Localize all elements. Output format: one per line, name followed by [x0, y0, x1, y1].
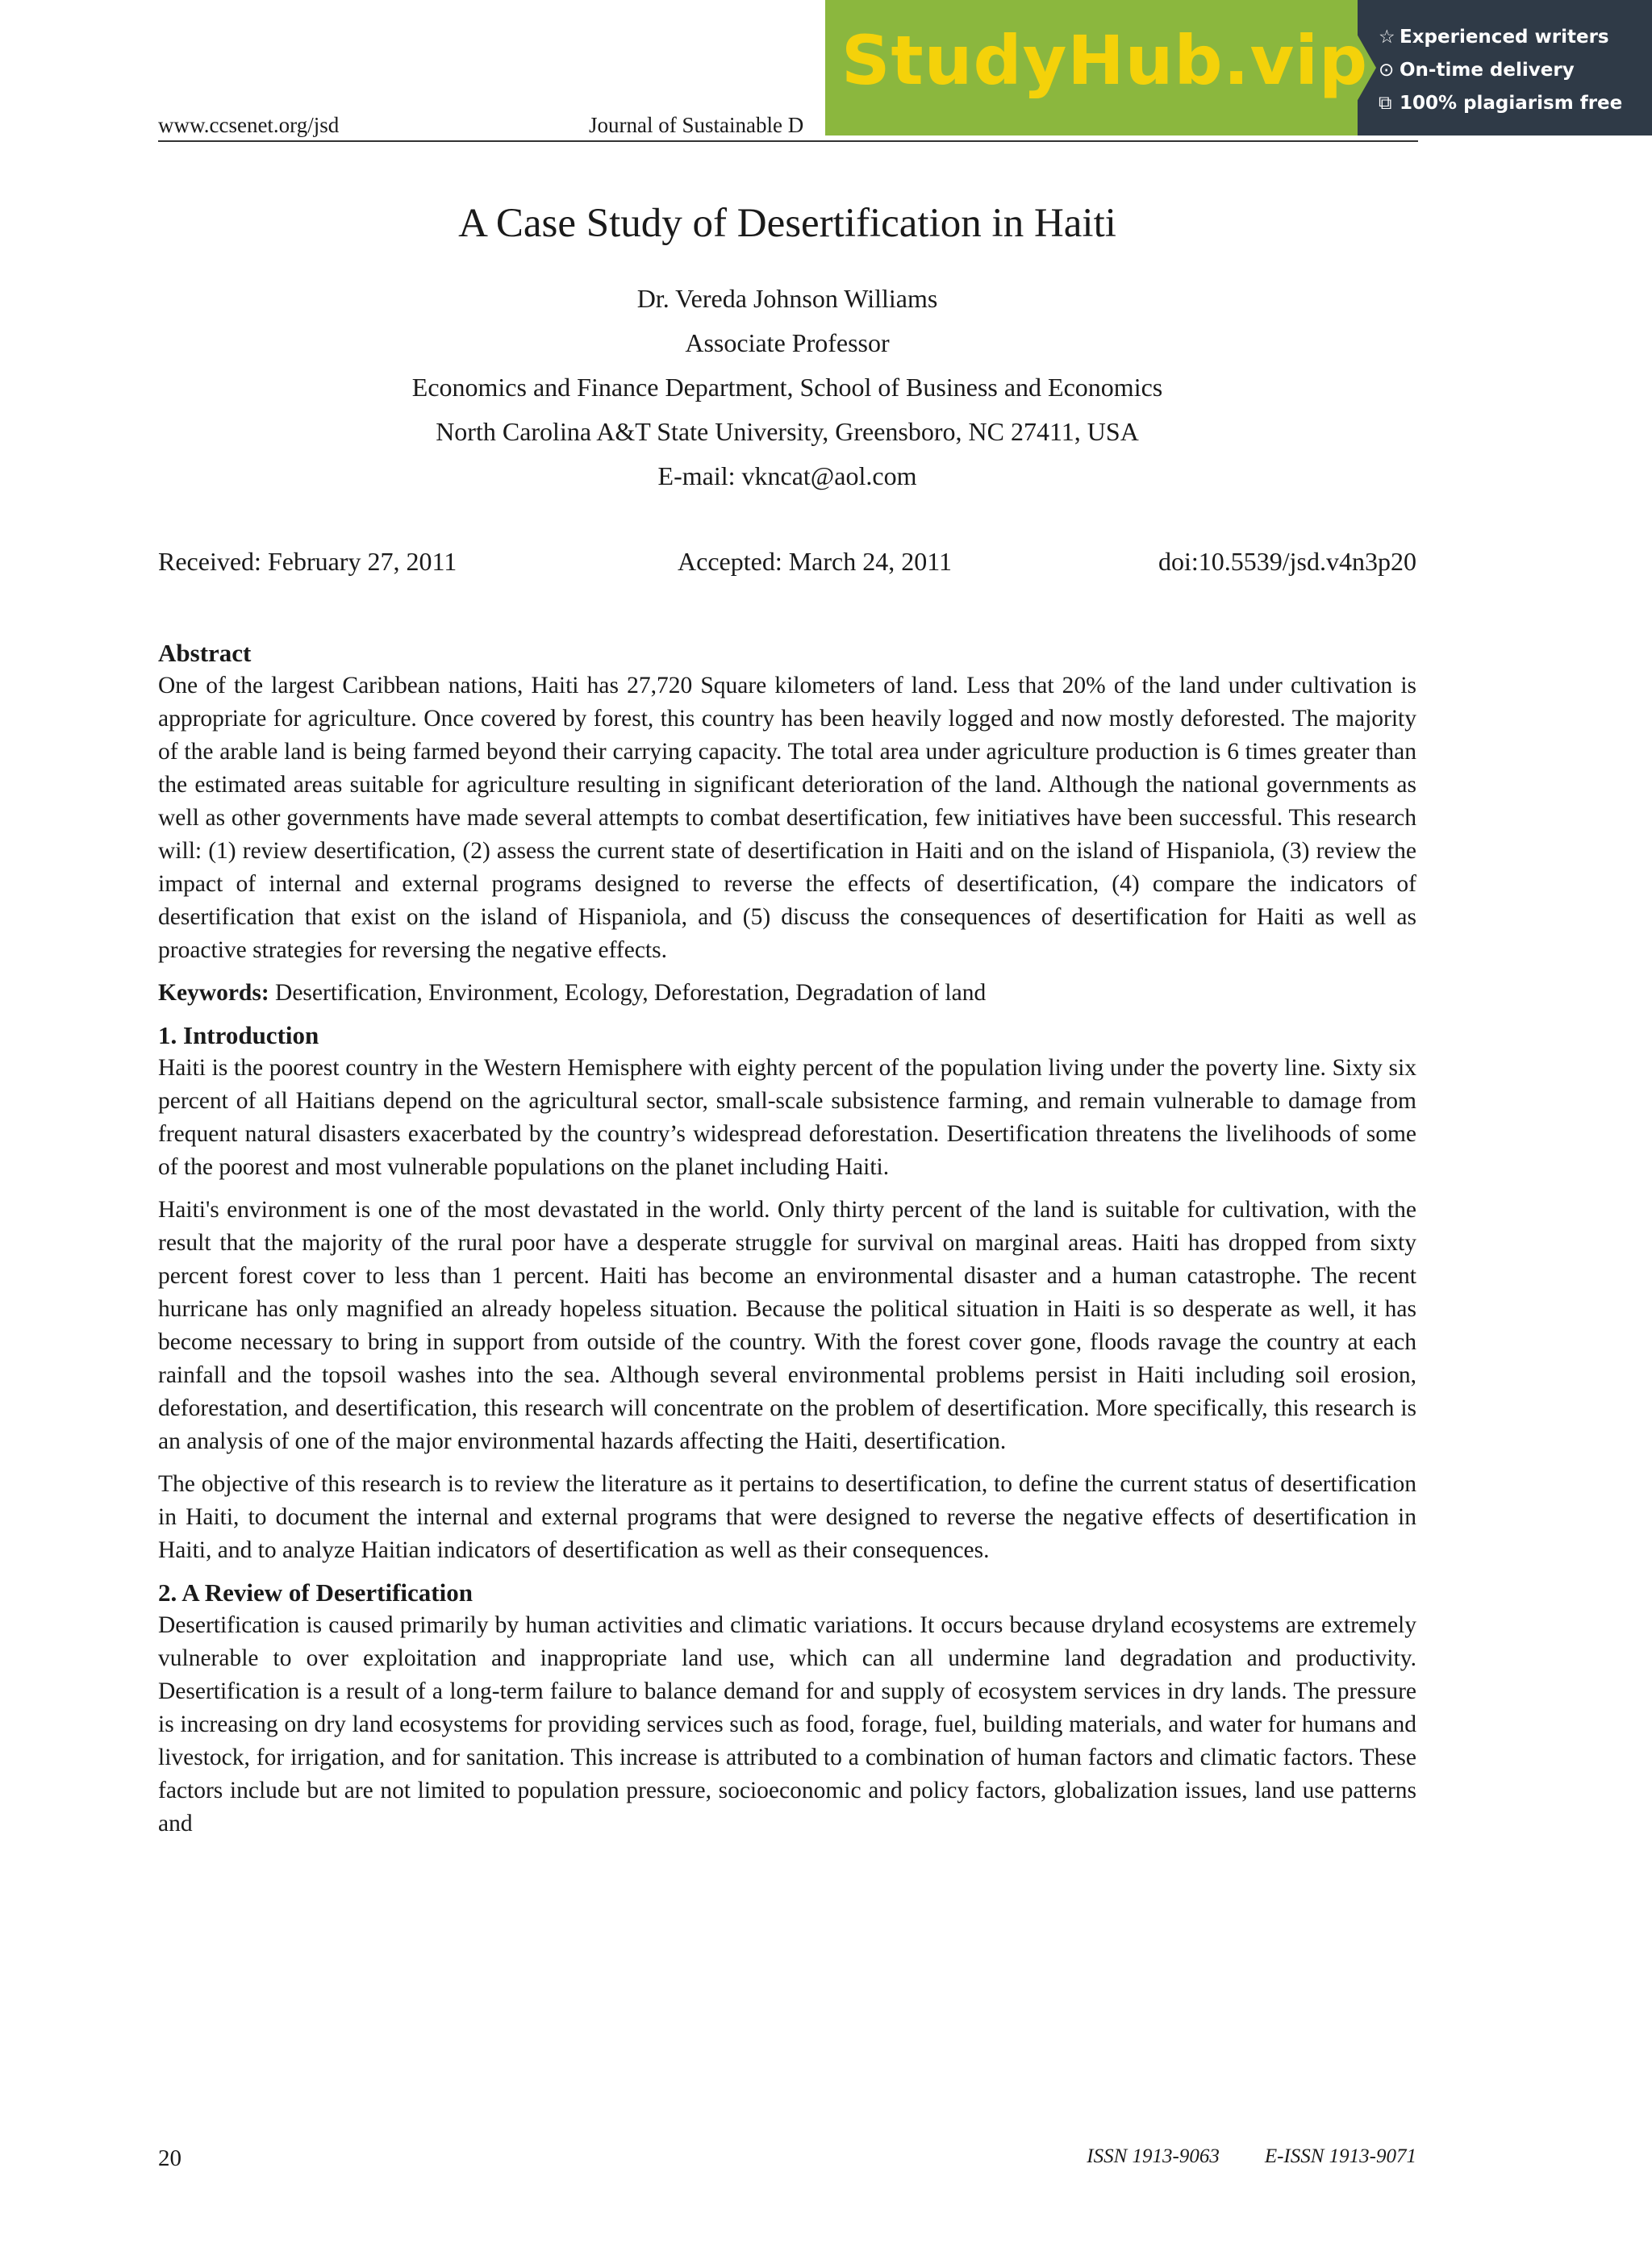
- paragraph: Desertification is caused primarily by human activities and climatic variations. It occurs because dryland ecosystems are extremely vulnerable to over exploitation and inappropriate land use, which can all undermine land degradation and productivity. Desertification is a result of a long-term failure to balance demand for and supply of ecosystem services in dry lands. The pressure is increasing on dry land ecosystems for providing services such as food, forage, fuel, building materials, and water for humans and livestock, for irrigation, and for sanitation. This increase is attributed to a combination of human factors and climatic factors. These factors include but are not limited to population pressure, socioeconomic and policy factors, globalization issues, land use patterns and: [158, 1612, 1416, 1837]
- section-heading-introduction: 1. Introduction: [158, 1021, 319, 1049]
- feature-item: [1379, 21, 1622, 54]
- feature-text: On-time delivery: [1400, 60, 1575, 81]
- author-department: Economics and Finance Department, School of Business and Economics: [411, 373, 1163, 402]
- studyhub-banner[interactable]: [825, 0, 1652, 135]
- abstract-text: One of the largest Caribbean nations, Haiti has 27,720 Square kilometers of land. Less that 20% of the land under cultivation is appropriate for agriculture. Once covered by forest, this country has been heavily logged and now mostly deforested. The majority of the arable land is being farmed beyond their carrying capacity. The total area under agriculture production is 6 times greater than the estimated areas suitable for agriculture resulting in significant deterioration of the land. Although the national governments as well as other governments have made several attempts to combat desertification, few initiatives have been successful. This research will: (1) review desertification, (2) assess the current state of desertification in Haiti and on the island of Hispaniola, (3) review the impact of internal and external programs designed to reverse the effects of desertification, (4) compare the indicators of desertification that exist on the island of Hispaniola, and (5) discuss the consequences of desertification for Haiti as well as proactive strategies for reversing the negative effects.: [158, 673, 1416, 963]
- author-position: Associate Professor: [685, 328, 890, 357]
- issn-info: [1041, 2145, 1416, 2168]
- keywords: [158, 977, 1416, 1010]
- feature-item: [1379, 54, 1622, 87]
- star-icon: ☆: [1379, 27, 1395, 48]
- journal-name: Journal of Sustainable D: [589, 113, 804, 137]
- keywords-label: Keywords:: [158, 980, 269, 1006]
- feature-item: [1379, 87, 1622, 120]
- page-number: 20: [158, 2145, 181, 2171]
- accepted-date: Accepted: March 24, 2011: [678, 547, 953, 576]
- keywords-text: Desertification, Environment, Ecology, Deforestation, Degradation of land: [269, 980, 987, 1006]
- feature-text: Experienced writers: [1400, 27, 1609, 48]
- paper-body: [158, 637, 1416, 1850]
- feature-list: [1379, 21, 1622, 120]
- doi[interactable]: doi:10.5539/jsd.v4n3p20: [1158, 547, 1416, 576]
- paper-title: A Case Study of Desertification in Haiti: [458, 201, 1116, 246]
- brand-logo[interactable]: StudyHub.vip: [841, 21, 1369, 100]
- copy-icon: ⧉: [1379, 93, 1392, 114]
- paragraph: Haiti is the poorest country in the Western Hemisphere with eighty percent of the population living under the poverty line. Sixty six percent of all Haitians depend on the agricultural sector, small-scale subsistence farming, and remain vulnerable to damage from frequent natural disasters exacerbated by the country’s widespread deforestation. Desertification threatens the livelihoods of some of the poorest and most vulnerable populations on the planet including Haiti.: [158, 1055, 1416, 1180]
- clock-icon: ⊙: [1379, 60, 1395, 81]
- page-footer: [158, 2145, 1416, 2174]
- author-email[interactable]: E-mail: vkncat@aol.com: [657, 461, 917, 490]
- header-rule: [158, 140, 1418, 142]
- publication-dates: [158, 547, 1416, 579]
- author-university: North Carolina A&T State University, Greensboro, NC 27411, USA: [436, 417, 1139, 446]
- paragraph: The objective of this research is to review the literature as it pertains to desertification, to define the current status of desertification in Haiti, to document the internal and external programs that were designed to reverse the negative effects of desertification in Haiti, and to analyze Haitian indicators of desertification as well as their consequences.: [158, 1471, 1416, 1563]
- received-date: Received: February 27, 2011: [158, 547, 457, 576]
- section-heading-review: 2. A Review of Desertification: [158, 1578, 473, 1607]
- feature-text: 100% plagiarism free: [1400, 93, 1623, 114]
- author-block: [158, 282, 1416, 504]
- eissn: E-ISSN 1913-9071: [1264, 2145, 1416, 2167]
- issn: ISSN 1913-9063: [1087, 2145, 1220, 2167]
- abstract-heading: Abstract: [158, 639, 252, 667]
- journal-url[interactable]: www.ccsenet.org/jsd: [158, 113, 340, 137]
- paper-page: [158, 0, 1416, 2243]
- paragraph: Haiti's environment is one of the most devastated in the world. Only thirty percent of the land is suitable for cultivation, with the result that the majority of the rural poor have a desperate struggle for survival on marginal areas. Haiti has dropped from sixty percent forest cover to less than 1 percent. Haiti has become an environmental disaster and a human catastrophe. The recent hurricane has only magnified an already hopeless situation. Because the political situation in Haiti is so desperate as well, it has become necessary to bring in support from outside of the country. With the forest cover gone, floods ravage the country at each rainfall and the topsoil washes into the sea. Although several environmental problems persist in Haiti including soil erosion, deforestation, and desertification, this research will concentrate on the problem of desertification. More specifically, this research is an analysis of one of the major environmental hazards affecting the Haiti, desertification.: [158, 1197, 1416, 1454]
- author-name: Dr. Vereda Johnson Williams: [636, 284, 938, 313]
